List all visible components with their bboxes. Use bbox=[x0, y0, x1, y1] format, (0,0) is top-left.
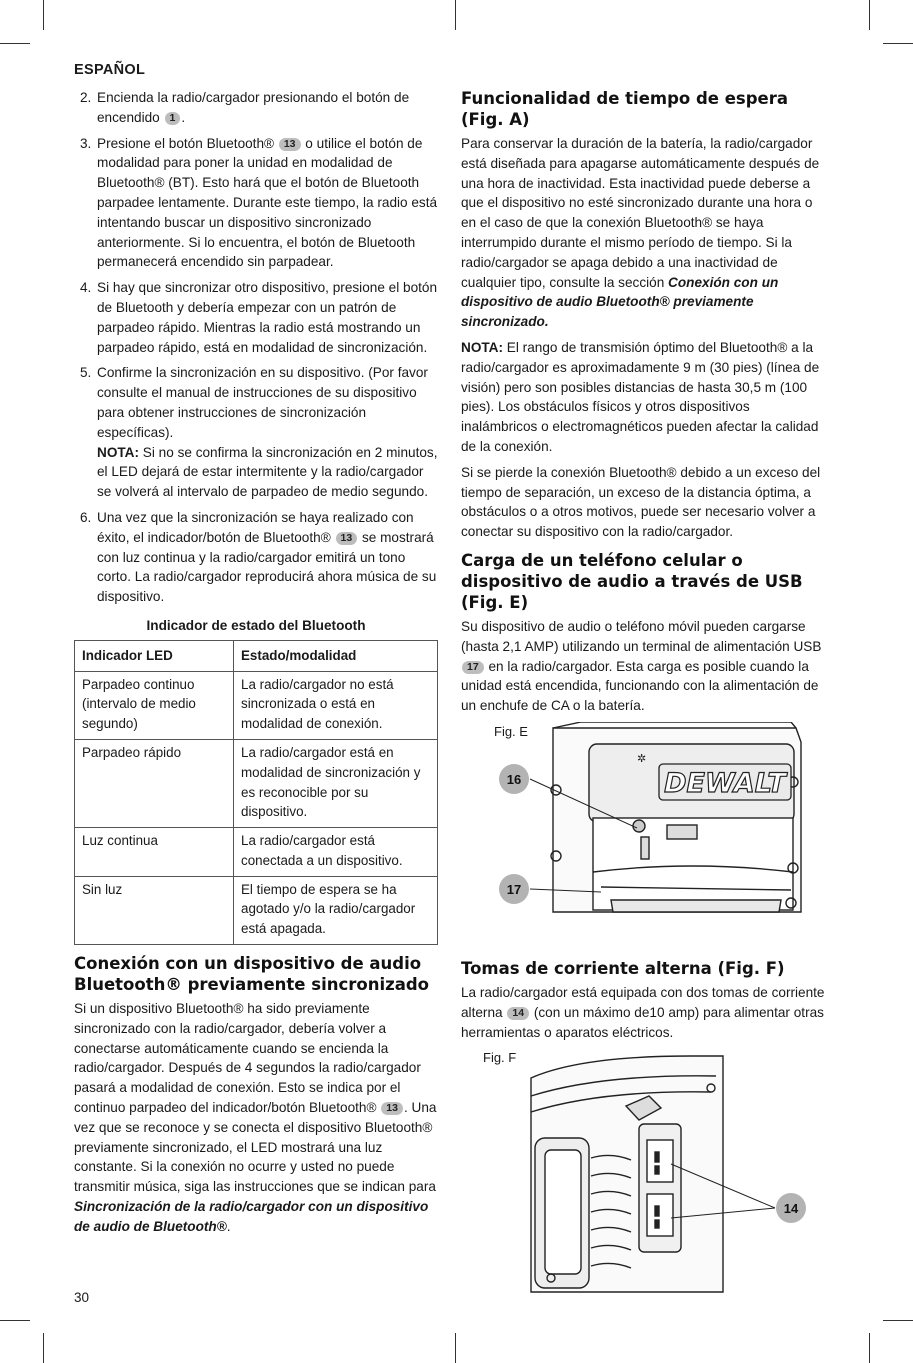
cross-reference: Conexión con un dispositivo de audio Bluetooth® previamente sincronizado. bbox=[461, 274, 779, 330]
crop-mark bbox=[455, 0, 456, 30]
crop-mark bbox=[869, 0, 870, 30]
section-heading-ac: Tomas de corriente alterna (Fig. F) bbox=[461, 958, 785, 978]
callout-badge: 13 bbox=[381, 1102, 403, 1115]
table-row bbox=[75, 671, 438, 739]
table-title: Indicador de estado del Bluetooth bbox=[146, 617, 366, 633]
step-4: 4. Si hay que sincronizar otro dispositivo, presione el botón de Bluetooth y debería empezar con un patrón de parpadeo rápido. Mientras la radio está mostrando un parpadeo rápido, está en modalidad de sincronización. bbox=[80, 280, 438, 355]
section-heading-standby: Funcionalidad de tiempo de espera (Fig. A) bbox=[461, 89, 789, 129]
table-header-row bbox=[75, 640, 438, 671]
crop-mark bbox=[0, 1320, 30, 1321]
usb-port-illustration bbox=[461, 722, 826, 936]
crop-mark bbox=[883, 43, 913, 44]
left-column bbox=[74, 88, 438, 1243]
column-header: Indicador LED bbox=[75, 640, 234, 671]
figure-label: Fig. E bbox=[494, 723, 528, 739]
callout-badge: 14 bbox=[507, 1007, 529, 1020]
table-cell: Parpadeo rápido bbox=[75, 739, 234, 827]
callout-badge: 17 bbox=[462, 661, 484, 674]
table-cell: Sin luz bbox=[75, 876, 234, 944]
table-cell: Luz continua bbox=[75, 828, 234, 877]
cross-reference: Sincronización de la radio/cargador con un dispositivo de audio de Bluetooth® bbox=[74, 1199, 429, 1234]
callout-14: 14 bbox=[783, 1201, 799, 1217]
table-cell: La radio/cargador está conectada a un dispositivo. bbox=[234, 828, 438, 877]
step-6: 6. Una vez que la sincronización se haya realizado con éxito, el indicador/botón de Bluetooth® 13 se mostrará con luz continua y la radio/cargador emitirá un tono corto. La radio/cargador reproducirá ahora música de su dispositivo. bbox=[80, 509, 437, 605]
callout-16: 16 bbox=[506, 771, 522, 787]
ac-paragraph: La radio/cargador está equipada con dos tomas de corriente alterna 14 (con un máximo de10 amp) para alimentar otras herramientas o aparatos eléctricos. bbox=[461, 984, 825, 1040]
reconnect-paragraph: Si un dispositivo Bluetooth® ha sido previamente sincronizado con la radio/cargador, debería volver a conectarse automáticamente cuando se encienda la radio/cargador. Después de 4 segundos la radio/cargador pasará a modalidad de conexión. Esto se indica por el continuo parpadeo del indicador/botón Bluetooth® 13 . Una vez que se reconoce y se conecta el dispositivo Bluetooth® previamente sincronizado, el LED mostrará una luz constante. Si la conexión no ocurre y usted no puede transmitir música, siga las instrucciones que se indican para Sincronización de la radio/cargador con un dispositivo de audio de Bluetooth®. bbox=[74, 1001, 437, 1234]
table-row bbox=[75, 876, 438, 944]
figure-label: Fig. F bbox=[483, 1050, 517, 1066]
table-row bbox=[75, 739, 438, 827]
column-header: Estado/modalidad bbox=[234, 640, 438, 671]
step-2: 2. Encienda la radio/cargador presionando el botón de encendido 1 . bbox=[80, 90, 410, 125]
standby-paragraph: Para conservar la duración de la batería, la radio/cargador está diseñada para apagarse automáticamente después de una hora de inactividad. Esta inactividad puede deberse a que el dispositivo no esté sincronizado durante una hora o en el caso de que la conexión Bluetooth® se haya interrumpido durante el mismo período de tiempo. Si la radio/cargador se apaga debido a una inactividad de cualquier tipo, consulte la sección Conexión con un dispositivo de audio Bluetooth® previamente sincronizado. bbox=[461, 136, 820, 330]
crop-mark bbox=[43, 0, 44, 30]
note-label: NOTA: bbox=[97, 444, 140, 460]
table-cell: El tiempo de espera se ha agotado y/o la radio/cargador está apagada. bbox=[234, 876, 438, 944]
crop-mark bbox=[869, 1333, 870, 1363]
section-heading-reconnect: Conexión con un dispositivo de audio Bluetooth® previamente sincronizado bbox=[74, 954, 430, 995]
crop-mark bbox=[883, 1320, 913, 1321]
crop-mark bbox=[43, 1333, 44, 1363]
callout-badge: 13 bbox=[336, 532, 358, 545]
connection-lost-paragraph: Si se pierde la conexión Bluetooth® debido a un exceso del tiempo de separación, un exceso de la distancia óptima, a obstáculos o a otros motivos, puede ser necesario volver a conectar su dispositivo con la radio/cargador. bbox=[461, 464, 821, 540]
table-cell: La radio/cargador no está sincronizada o está en modalidad de conexión. bbox=[234, 671, 438, 739]
bluetooth-status-table bbox=[74, 640, 438, 945]
range-note: NOTA: El rango de transmisión óptimo del Bluetooth® a la radio/cargador es aproximadamente 9 m (30 pies) (línea de visión) pero son posibles distancias de hasta 30,5 m (100 pies). Los obstáculos físicos y otros dispositivos inalámbricos o electromagnéticos pueden afectar la calidad de la conexión. bbox=[461, 339, 820, 454]
figure-f bbox=[461, 1048, 826, 1294]
table-cell: La radio/cargador está en modalidad de sincronización y es reconocible por su dispositivo. bbox=[234, 739, 438, 827]
svg-text:✲: ✲ bbox=[637, 752, 647, 765]
dewalt-logo bbox=[659, 764, 791, 800]
language-header: ESPAÑOL bbox=[74, 62, 146, 78]
pairing-steps bbox=[74, 88, 438, 607]
step-5: 5. Confirme la sincronización en su dispositivo. (Por favor consulte el manual de instrucciones de su dispositivo para obtener instrucciones de sincronización específicas). NOTA: Si no se confirma la sincronización en 2 minutos, el LED dejará de estar intermitente y la radio/cargador se volverá al intervalo de parpadeo de medio segundo. bbox=[80, 365, 438, 500]
callout-badge: 13 bbox=[279, 138, 301, 151]
brand-logo-text: DEWALT bbox=[664, 767, 786, 799]
ac-outlet-illustration bbox=[461, 1048, 826, 1294]
page-number: 30 bbox=[74, 1290, 90, 1305]
crop-mark bbox=[0, 43, 30, 44]
section-heading-usb: Carga de un teléfono celular o dispositivo de audio a través de USB (Fig. E) bbox=[461, 550, 803, 612]
callout-badge: 1 bbox=[165, 112, 181, 125]
callout-17: 17 bbox=[506, 881, 522, 897]
figure-e bbox=[461, 722, 826, 936]
table-row bbox=[75, 828, 438, 877]
usb-paragraph: Su dispositivo de audio o teléfono móvil pueden cargarse (hasta 2,1 AMP) utilizando un terminal de alimentación USB 17 en la radio/cargador. Esta carga es posible cuando la unidad está encendida, funcionando con la alimentación de un enchufe de CA o la batería. bbox=[461, 618, 822, 714]
right-column bbox=[461, 88, 826, 1294]
crop-mark bbox=[455, 1333, 456, 1363]
table-cell: Parpadeo continuo (intervalo de medio segundo) bbox=[75, 671, 234, 739]
note-label: NOTA: bbox=[461, 339, 504, 355]
step-3: 3. Presione el botón Bluetooth® 13 o utilice el botón de modalidad para poner la unidad en modalidad de Bluetooth® (BT). Esto hará que el botón de Bluetooth parpadee lentamente. Durante este tiempo, la radio está intentando buscar un dispositivo sincronizado anteriormente. Si lo encuentra, el botón de Bluetooth permanecerá encendido sin parpadear. bbox=[80, 135, 438, 270]
